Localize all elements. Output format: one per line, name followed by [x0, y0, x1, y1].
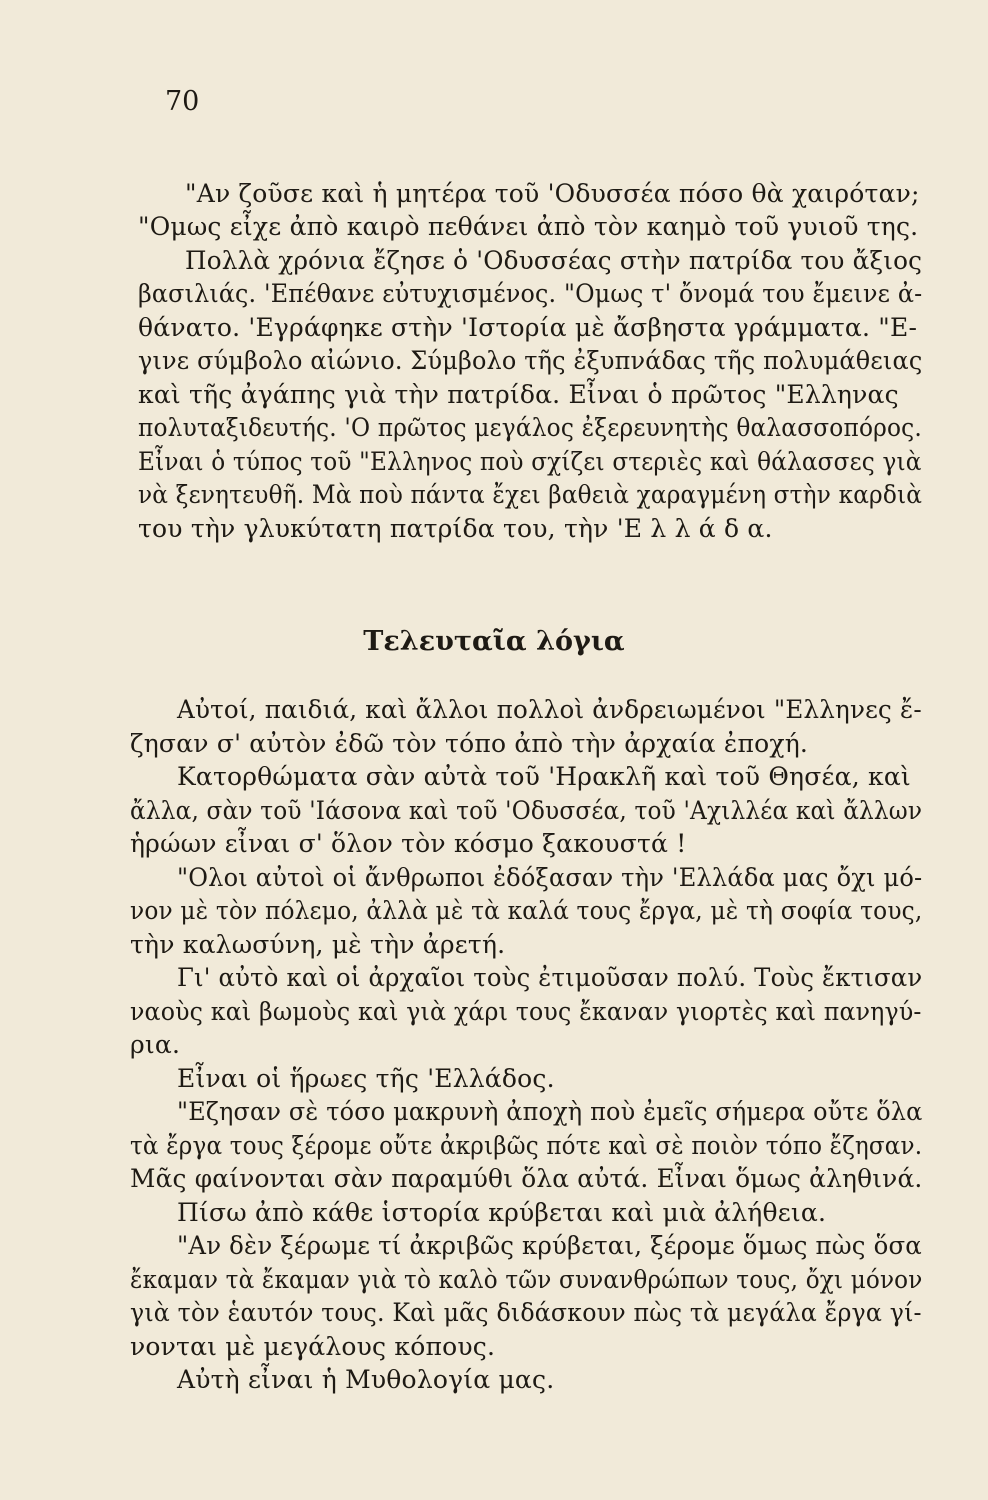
text-line: Κατορθώματα σὰν αὐτὰ τοῦ 'Ηρακλῆ καὶ τοῦ Θησέα, καὶ: [177, 762, 911, 791]
text-line: ρια.: [130, 1030, 181, 1059]
page-number: 70: [165, 86, 200, 117]
text-line: Πίσω ἀπὸ κάθε ἱστορία κρύβεται καὶ μιὰ ἀλήθεια.: [177, 1198, 827, 1227]
text-line: γινε σύμβολο αἰώνιο. Σύμβολο τῆς ἐξυπνάδας τῆς πολυμάθειας: [138, 346, 923, 375]
text-line: "Εζησαν σὲ τόσο μακρυνὴ ἀποχὴ ποὺ ἐμεῖς σήμερα οὔτε ὅλα: [177, 1097, 923, 1126]
text-line: νὰ ξενητευθῆ. Μὰ ποὺ πάντα ἔχει βαθειὰ χαραγμένη στὴν καρδιὰ: [138, 480, 923, 509]
text-line: Εἶναι οἱ ἥρωες τῆς 'Ελλάδος.: [177, 1064, 555, 1093]
text-line: γιὰ τὸν ἑαυτόν τους. Καὶ μᾶς διδάσκουν πὼς τὰ μεγάλα ἔργα γί-: [130, 1298, 922, 1327]
text-line: ἔκαμαν τὰ ἔκαμαν γιὰ τὸ καλὸ τῶν συνανθρώπων τους, ὄχι μόνον: [130, 1265, 923, 1294]
text-line: του τὴν γλυκύτατη πατρίδα του, τὴν 'Ε λ λ ά δ α.: [138, 514, 773, 543]
text-line: Γι' αὐτὸ καὶ οἱ ἀρχαῖοι τοὺς ἐτιμοῦσαν πολύ. Τοὺς ἔκτισαν: [177, 963, 923, 992]
text-line: "Ομως εἶχε ἀπὸ καιρὸ πεθάνει ἀπὸ τὸν καημὸ τοῦ γυιοῦ της.: [138, 212, 919, 241]
text-line: "Αν ζοῦσε καὶ ἡ μητέρα τοῦ 'Οδυσσέα πόσο θὰ χαιρόταν;: [185, 179, 920, 208]
text-line: τὰ ἔργα τους ξέρομε οὔτε ἀκριβῶς πότε καὶ σὲ ποιὸν τόπο ἔζησαν.: [130, 1131, 923, 1160]
text-line: καὶ τῆς ἀγάπης γιὰ τὴν πατρίδα. Εἶναι ὁ πρῶτος "Ελληνας: [138, 380, 899, 409]
text-line: ἄλλα, σὰν τοῦ 'Ιάσονα καὶ τοῦ 'Οδυσσέα, τοῦ 'Αχιλλέα καὶ ἄλλων: [130, 796, 923, 825]
section-heading: Τελευταῖα λόγια: [363, 626, 625, 657]
text-line: Αὐτοί, παιδιά, καὶ ἄλλοι πολλοὶ ἀνδρειωμένοι "Ελληνες ἔ-: [177, 695, 922, 724]
text-line: "Αν δὲν ξέρωμε τί ἀκριβῶς κρύβεται, ξέρομε ὅμως πὼς ὅσα: [177, 1231, 922, 1260]
text-line: θάνατο. 'Εγράφηκε στὴν 'Ιστορία μὲ ἄσβηστα γράμματα. "Ε-: [138, 313, 918, 342]
text-line: ζησαν σ' αὐτὸν ἐδῶ τὸν τόπο ἀπὸ τὴν ἀρχαία ἐποχή.: [130, 729, 809, 758]
text-line: νον μὲ τὸν πόλεμο, ἀλλὰ μὲ τὰ καλά τους ἔργα, μὲ τὴ σοφία τους,: [130, 896, 923, 925]
text-line: Αὐτὴ εἶναι ἡ Μυθολογία μας.: [177, 1365, 555, 1394]
text-line: ἡρώων εἶναι σ' ὅλον τὸν κόσμο ξακουστά !: [130, 829, 687, 858]
text-line: Πολλὰ χρόνια ἔζησε ὁ 'Οδυσσέας στὴν πατρίδα του ἄξιος: [185, 246, 923, 275]
text-line: πολυταξιδευτής. 'Ο πρῶτος μεγάλος ἐξερευνητὴς θαλασσοπόρος.: [138, 413, 922, 442]
text-line: τὴν καλωσύνη, μὲ τὴν ἀρετή.: [130, 930, 506, 959]
text-line: "Ολοι αὐτοὶ οἱ ἄνθρωποι ἐδόξασαν τὴν 'Ελλάδα μας ὄχι μό-: [177, 863, 923, 892]
text-line: Μᾶς φαίνονται σὰν παραμύθι ὅλα αὐτά. Εἶναι ὅμως ἀληθινά.: [130, 1164, 923, 1193]
text-line: ναοὺς καὶ βωμοὺς καὶ γιὰ χάρι τους ἔκαναν γιορτὲς καὶ πανηγύ-: [130, 997, 922, 1026]
text-line: Εἶναι ὁ τύπος τοῦ "Ελληνος ποὺ σχίζει στεριὲς καὶ θάλασσες γιὰ: [138, 447, 922, 476]
text-line: νονται μὲ μεγάλους κόπους.: [130, 1332, 496, 1361]
text-line: βασιλιάς. 'Επέθανε εὐτυχισμένος. "Ομως τ' ὄνομά του ἔμεινε ἀ-: [138, 279, 923, 308]
